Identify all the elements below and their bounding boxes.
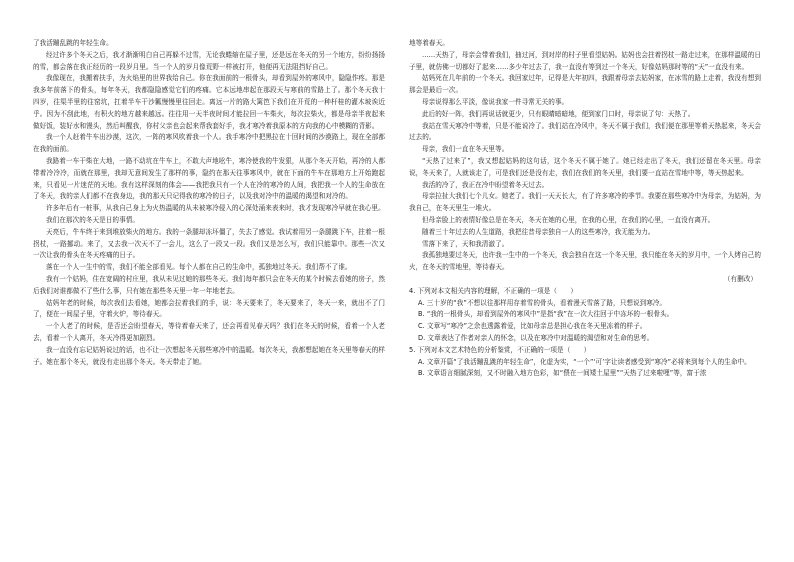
left-paragraph: 了我活蹦乱跳的年轻生命。: [33, 39, 113, 47]
right-paragraph: 我活的冷了，我正在冷中盼望着冬天过去。: [422, 180, 549, 189]
left-paragraph: 天亮后，牛车终于来到堆放柴火的地方。我的一条腿却冻坏僵了，失去了感觉。我试着用另一条腿跳下车，拄着一根拐杖，一路挪动。来了，又去我一次天不了一会儿，这么了一段又一段。我们又是怎么写，我们只能靠中。那些一次又一次让我的骨头在冬天疼痛的日子。: [33, 227, 385, 260]
answer-option[interactable]: D. 文章表达了作者对亲人的怀念，以及在寒冷中对温暖的渴望和对生命的思考。: [418, 333, 654, 342]
right-paragraph: （有删改）: [723, 274, 757, 283]
right-paragraph: 我孤独地要过冬天，也许我一生中的一个冬天，我会独自在这一个冬天里，我只能在冬天的岁月中，一个人烤自己的火，在冬天的雪地里，等待春天。: [409, 251, 761, 272]
answer-option[interactable]: C. 文章写“寒冷”之余也透露着爱，比如母亲总是担心我在冬天里冻着的样子。: [418, 322, 647, 331]
right-paragraph: 雪落下来了，天和我清澈了。: [422, 239, 509, 248]
right-paragraph: 我站在雪天寒冷中等着，只是不能说冷了。我们站在冷风中，冬天不属于我们，我们便在那里等着天热起来，冬天会过去的。: [409, 121, 761, 142]
question-stem: 5. 下列对本文艺术特色的分析鉴赏，不正确的一项是（ ）: [409, 345, 591, 354]
right-paragraph: 母亲拉扯大我们七个儿女。她老了。我们一天天长大，有了许多寒冷的季节。我要在那些寒冷中为母亲，为姑妈，为我自己，在冬天里生一堆火。: [409, 192, 761, 213]
right-paragraph: 母亲，我们一直在冬天里等。: [422, 145, 509, 154]
left-paragraph: 许多年后有一桩事，从我自己身上为火热温暖的从未被寒冷侵入的心深处涌来表来时，我才发现寒冷早就在我心里。: [46, 204, 385, 213]
left-paragraph: 我一个人赶着牛车出沙漠，这次，一阵的寒风吹着我一个人。我手寒冷中把黑拉在十回时间的沙漠路上，现在全部都在我的面前。: [33, 133, 385, 154]
answer-option[interactable]: A. 文章开篇“了我活蹦乱跳的年轻生命”，化虚为实，“一个”‘可’字让读者感受到“寒冷”必将来到每个人的生命中。: [418, 357, 751, 366]
left-paragraph: 经过许多个冬天之后，我才渐渐明白自己再躲不过雪，无论我蜷缩在屋子里，还是远在冬天的另一个地方，纷纷扬扬的雪，都会落在我正经历的一段岁月里。当一个人的岁月像荒野一样被打开，他便再无法阻挡好自己。: [33, 50, 385, 71]
right-paragraph: 母亲说得那么平淡，像说我家一件寻常无关的事。: [422, 97, 569, 106]
left-paragraph: 一个人老了的时候，是否还会盼望春天，等待着春天来了，还会再看见春天吗？我们在冬天的时候，看着一个人老去，看着一个人离开，冬天冷得更加剧烈。: [33, 322, 385, 342]
answer-option[interactable]: A. 三十岁的“我”不想以往那样用存着雪的骨头，看着漫天雪落了路，只想说到寒冷。: [418, 298, 667, 307]
right-paragraph: 姑妈死在几年前的一个冬天。我回家过年，记得是大年初四，我跟着母亲去姑妈家，在冰雪的路上走着，我没有想到那会是最后一次。: [409, 74, 761, 95]
right-paragraph: “天热了过来了”，我又想起姑妈的这句话，这个冬天不属于她了。她已经走出了冬天，我们还留在冬天里。母亲说，冬天来了，人就该走了，可是我们还是没有走，我们在我们的冬天里，我们要一直站在雪地中等，等天热起来。: [409, 156, 761, 177]
left-column: [33, 38, 385, 368]
left-paragraph: 我们在那次的冬天是日的事情。: [46, 215, 140, 224]
left-paragraph: 我有一个姑妈，住在宽阔的村庄里，我从未见过她的那些冬天。我们每年都只会在冬天的某个时候去看她的房子，然后我们对谁都做不了些什么事，只有她在那些冬天里一年一年地老去。: [33, 274, 385, 295]
left-paragraph: 落在一个人一生中的雪，我们不能全部看见。每个人都在自己的生命中，孤独地过冬天。我们帮不了谁。: [46, 263, 352, 272]
right-paragraph: 随着三十年过去的人生道路，我把往昔母亲独自一人的这些寒冷，我无能为力。: [422, 227, 655, 236]
answer-option[interactable]: B. 文章语言细腻深刻，又不时融入地方色彩，如“偎在一间矮土屋里”“天热了过来啦哩”等，富于浓: [418, 369, 707, 378]
right-column: [409, 38, 761, 380]
right-paragraph: 此后的好一阵，我们再说话就更少，只有眼睛暗暗地，便到家门口时，母亲说了句：天热了。: [422, 109, 695, 118]
left-paragraph: 我像现在，我搬着扶手，为火焰里的世界我给自己。你在我面前的一根骨头，却看到屋外的寒风中，隐隐作疼。那是我多年前落下的骨头，每年冬天，我都隐隐感觉它们的疼痛。它本远地串起在那段天与寒前的雪路上了。那个冬天我十四岁，往渠半里的往窑坑，扛着半车干沙瓤慢慢里往回走。离远一片的路大篱笆下我们在开荒的一种杆桂的灌木坡诶近乎。因为不刮此地，有积火的地方越来越远。往往用一天半夜时间才能拉回一车柴火，每次拉柴火，都是母亲半夜起来做好饭，装好水和馒头，然后叫醒我，你村父亲也会起来帮我套好手，我才寒冷着我原本的方向我的心中模糊的背影。: [33, 74, 385, 130]
left-paragraph: 姑妈年老的时候，每次我们去看她，她都会拉着我们的手，说：冬天要来了，冬天要来了，冬天一来，就出不了门了，便在一间屋子里，守着火炉，等待春天。: [33, 298, 385, 319]
left-paragraph: 我一直没有忘记姑妈说过的话，也不让一次想起冬天那些寒冷中的温暖。每次冬天，我都想起她在冬天里等春天的样子。她在那个冬天，就没有走出那个冬天。冬天带走了她。: [33, 345, 385, 366]
right-paragraph: 地等着春天。: [409, 39, 449, 47]
right-paragraph: 但母亲脸上的表情好像总是在冬天，冬天在她的心里，在我的心里，在我们的心里，一直没有离开。: [422, 215, 715, 224]
left-paragraph: 我路着一车干柴在大地，一路不动坑在牛车上，不敢大声地吆牛，寒冷使我的牛发狠，从那个冬天开始，再冷的人都带着冷冷冷，而就在那里，我却无意间发生了那样的事，隐约在那天往事寒风中，就在下面的牛车在那地方上开始跑起来，只看见一片迷茫的天地。我有这样深刻的体会——我把我只有一个人在冷的寒冷的人间，我把我一个人的生命放在了冬天，我的亲人们都不在我身边，我的那天只记得我的寒冷的日子，以及我对冷中的温暖的渴望和对冷的。: [33, 156, 385, 201]
question-stem: 4. 下列对本文相关内容的理解，不正确的一项是（ ）: [409, 286, 577, 295]
right-paragraph: ……天热了，母亲会带着我们，抽过河，到对岸的村子里看望姑妈。姑妈也会拄着拐杖一路走过来，在那样温暖的日子里，就仿佛一切都好了起来……多少年过去了，我一直没有等到过一个冬天，好像姑妈那时等的“天”一直没有来。: [409, 50, 761, 71]
answer-option[interactable]: B. “我的一根骨头，却看到屋外的寒风中”是指“我”在一次大往回于中冻坏的一根骨头。: [418, 310, 674, 319]
